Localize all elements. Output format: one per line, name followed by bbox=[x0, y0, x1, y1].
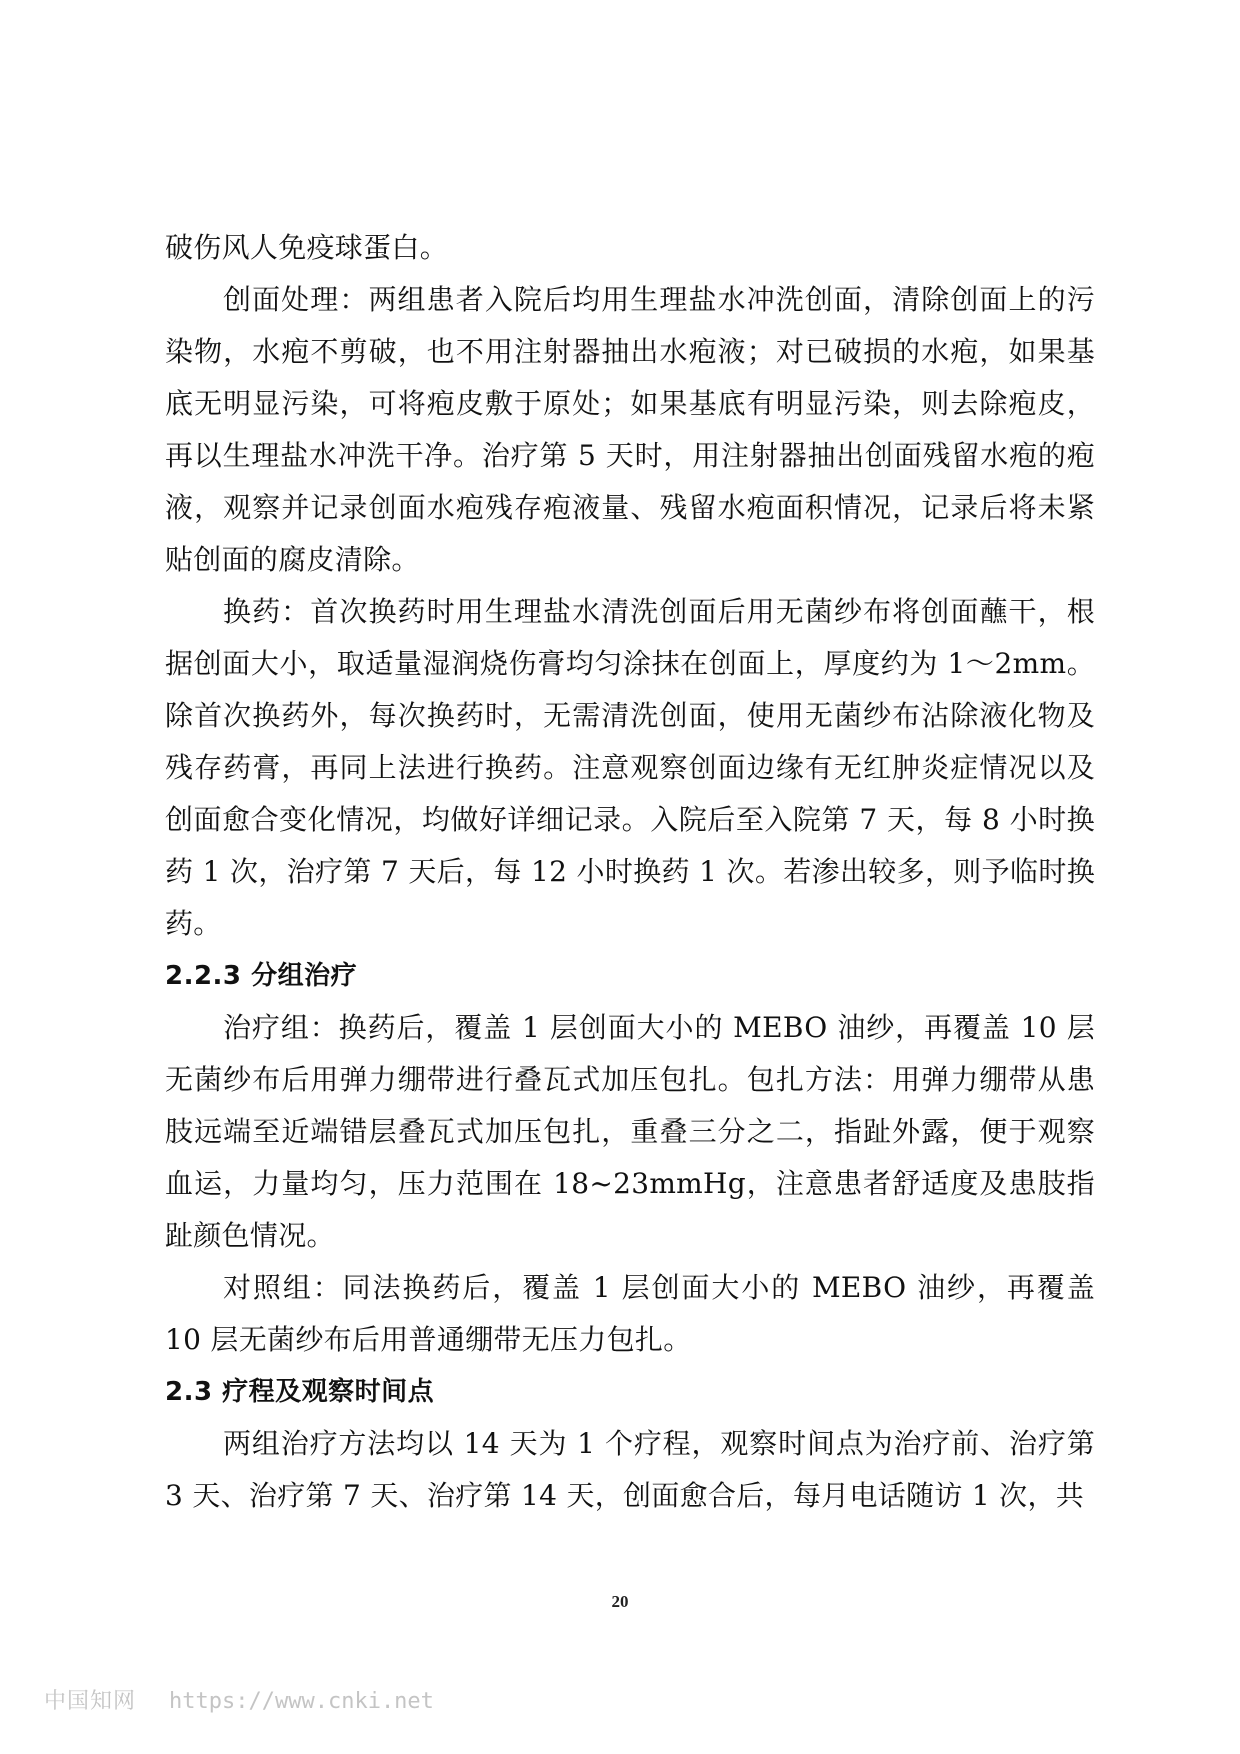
watermark-site-name: 中国知网 bbox=[44, 1689, 137, 1714]
watermark-url: https://www.cnki.net bbox=[169, 1689, 434, 1714]
body-text bbox=[165, 222, 1095, 1522]
paragraph-dressing-change: 换药：首次换药时用生理盐水清洗创面后用无菌纱布将创面蘸干，根据创面大小，取适量湿润烧伤膏均匀涂抹在创面上，厚度约为 1～2mm。除首次换药外，每次换药时，无需清洗创面，使用无菌纱布沾除液化物及残存药膏，再同上法进行换药。注意观察创面边缘有无红肿炎症情况以及创面愈合变化情况，均做好详细记录。入院后至入院第 7 天，每 8 小时换药 1 次，治疗第 7 天后，每 12 小时换药 1 次。若渗出较多，则予临时换药。 bbox=[165, 595, 1095, 940]
section-heading-group-treatment: 2.2.3 分组治疗 bbox=[165, 961, 358, 991]
paragraph-tetanus-immunoglobulin: 破伤风人免疫球蛋白。 bbox=[165, 231, 449, 264]
cnki-watermark bbox=[44, 1684, 434, 1715]
paragraph-treatment-group: 治疗组：换药后，覆盖 1 层创面大小的 MEBO 油纱，再覆盖 10 层无菌纱布后用弹力绷带进行叠瓦式加压包扎。包扎方法：用弹力绷带从患肢远端至近端错层叠瓦式加压包扎，重叠三分之二，指趾外露，便于观察血运，力量均匀，压力范围在 18~23mmHg，注意患者舒适度及患肢指趾颜色情况。 bbox=[165, 1011, 1095, 1252]
page-number: 20 bbox=[611, 1592, 629, 1611]
paragraph-control-group: 对照组：同法换药后，覆盖 1 层创面大小的 MEBO 油纱，再覆盖 10 层无菌纱布后用普通绷带无压力包扎。 bbox=[165, 1271, 1095, 1356]
paragraph-course-duration: 两组治疗方法均以 14 天为 1 个疗程，观察时间点为治疗前、治疗第 3 天、治疗第 7 天、治疗第 14 天，创面愈合后，每月电话随访 1 次，共 bbox=[165, 1427, 1095, 1512]
section-heading-course-observation: 2.3 疗程及观察时间点 bbox=[165, 1377, 435, 1407]
paragraph-wound-treatment: 创面处理：两组患者入院后均用生理盐水冲洗创面，清除创面上的污染物，水疱不剪破，也不用注射器抽出水疱液；对已破损的水疱，如果基底无明显污染，可将疱皮敷于原处；如果基底有明显污染，则去除疱皮，再以生理盐水冲洗干净。治疗第 5 天时，用注射器抽出创面残留水疱的疱液，观察并记录创面水疱残存疱液量、残留水疱面积情况，记录后将未紧贴创面的腐皮清除。 bbox=[165, 283, 1095, 576]
